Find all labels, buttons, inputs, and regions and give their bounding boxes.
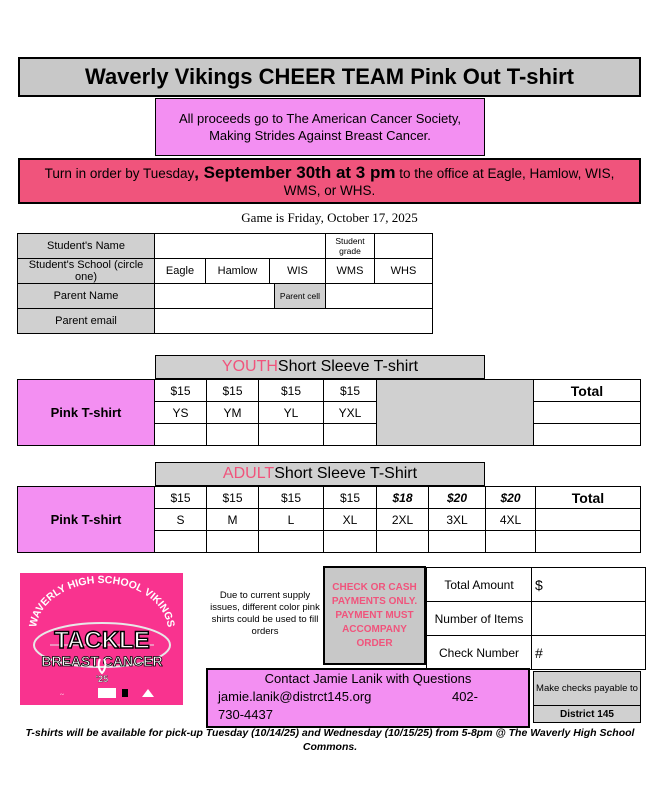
- payable-to-table: [533, 671, 641, 723]
- supply-note: Due to current supply issues, different color pink shirts could be used to fill orders: [210, 590, 320, 637]
- parent-name-label: Parent Name: [18, 284, 155, 309]
- contact-phone-part1: 402-: [451, 689, 478, 704]
- adult-price-2xl: $18: [377, 487, 429, 509]
- student-grade-field[interactable]: [375, 234, 433, 259]
- logo-arc-text: WAVERLY HIGH SCHOOL VIKINGS: [27, 573, 177, 629]
- adult-qty-3xl[interactable]: [429, 531, 486, 553]
- school-label: Student's School (circle one): [18, 259, 155, 284]
- turnin-deadline-box: [18, 158, 641, 204]
- tackle-breast-cancer-logo: [20, 573, 183, 705]
- youth-qty-ys[interactable]: [155, 424, 207, 446]
- vikings-logo-icon: [142, 689, 154, 697]
- number-items-field[interactable]: [532, 602, 646, 636]
- adult-price-l: $15: [259, 487, 324, 509]
- contact-title: Contact Jamie Lanik with Questions: [264, 671, 472, 686]
- contact-email[interactable]: jamie.lanik@distrct145.org: [218, 689, 372, 704]
- game-date: Game is Friday, October 17, 2025: [241, 210, 418, 225]
- logo-breast-cancer-text: BREAST CANCER: [41, 653, 163, 669]
- youth-size-yl: YL: [259, 402, 324, 424]
- adult-qty-s[interactable]: [155, 531, 207, 553]
- student-name-field[interactable]: [155, 234, 326, 259]
- school-option-wms[interactable]: WMS: [326, 259, 375, 284]
- student-name-label: Student's Name: [18, 234, 155, 259]
- contact-box: [206, 668, 530, 728]
- turnin-date: , September 30th at 3 pm: [194, 162, 396, 182]
- proceeds-line-1: All proceeds go to The American Cancer Society,: [178, 111, 462, 126]
- turnin-line-1: [20, 164, 639, 182]
- adult-size-3xl: 3XL: [429, 509, 486, 531]
- payable-to-label: Make checks payable to: [534, 672, 641, 706]
- youth-total-field[interactable]: [534, 402, 641, 424]
- school-option-eagle[interactable]: Eagle: [155, 259, 206, 284]
- youth-header-pink: YOUTH: [221, 358, 278, 375]
- youth-price-ym: $15: [207, 380, 259, 402]
- school-option-whs[interactable]: WHS: [375, 259, 433, 284]
- youth-qty-yl[interactable]: [259, 424, 324, 446]
- adult-size-m: M: [207, 509, 259, 531]
- number-items-label: Number of Items: [427, 602, 532, 636]
- adult-size-xl: XL: [324, 509, 377, 531]
- parent-email-field[interactable]: [155, 309, 433, 334]
- adult-qty-l[interactable]: [259, 531, 324, 553]
- proceeds-line-2: Making Strides Against Breast Cancer.: [209, 128, 431, 143]
- adult-size-4xl: 4XL: [486, 509, 536, 531]
- school-option-hamlow[interactable]: Hamlow: [206, 259, 270, 284]
- youth-order-table: [17, 379, 641, 446]
- logo-year-text: '25: [95, 674, 109, 684]
- turnin-pre: Turn in order by Tuesday: [44, 165, 195, 181]
- youth-price-yl: $15: [259, 380, 324, 402]
- adult-qty-2xl[interactable]: [377, 531, 429, 553]
- payment-table: [426, 567, 646, 670]
- adult-total-label: Total: [536, 487, 641, 509]
- total-amount-label: Total Amount: [427, 568, 532, 602]
- turnin-post: to the office at Eagle, Hamlow, WIS,: [395, 165, 615, 181]
- adult-price-3xl: $20: [429, 487, 486, 509]
- ribbon-sponsor-icon: [122, 689, 128, 697]
- student-info-table: [17, 233, 433, 334]
- district-145-label: District 145: [534, 706, 641, 723]
- turnin-line-2: WMS, or WHS.: [283, 182, 376, 198]
- page-title: Waverly Vikings CHEER TEAM Pink Out T-shirt: [18, 57, 641, 97]
- adult-price-s: $15: [155, 487, 207, 509]
- youth-size-ym: YM: [207, 402, 259, 424]
- parent-cell-label: Parent cell: [275, 284, 326, 309]
- adult-price-m: $15: [207, 487, 259, 509]
- adult-qty-m[interactable]: [207, 531, 259, 553]
- youth-price-ys: $15: [155, 380, 207, 402]
- parent-email-label: Parent email: [18, 309, 155, 334]
- youth-qty-ym[interactable]: [207, 424, 259, 446]
- check-number-label: Check Number: [427, 636, 532, 670]
- youth-price-yxl: $15: [324, 380, 377, 402]
- sponsor-logo-icon: [98, 688, 116, 698]
- student-grade-label: Student grade: [326, 234, 375, 259]
- contact-phone-part2: 730-4437: [218, 707, 273, 722]
- youth-header: [155, 355, 485, 379]
- adult-qty-xl[interactable]: [324, 531, 377, 553]
- proceeds-box: [155, 98, 485, 156]
- adult-header-pink: ADULT: [222, 465, 275, 482]
- adult-size-2xl: 2XL: [377, 509, 429, 531]
- contact-line: [208, 688, 528, 706]
- adult-pink-tshirt-label: Pink T-shirt: [18, 487, 155, 553]
- payment-note: CHECK OR CASH PAYMENTS ONLY. PAYMENT MUST ACCOMPANY ORDER: [323, 566, 426, 665]
- youth-size-ys: YS: [155, 402, 207, 424]
- adult-total-field[interactable]: [536, 509, 641, 531]
- youth-qty-yxl[interactable]: [324, 424, 377, 446]
- school-option-wis[interactable]: WIS: [270, 259, 326, 284]
- youth-pink-tshirt-label: Pink T-shirt: [18, 380, 155, 446]
- total-amount-field[interactable]: $: [532, 568, 646, 602]
- logo-sponsor-script: ~: [60, 691, 64, 699]
- youth-size-yxl: YXL: [324, 402, 377, 424]
- adult-order-table: [17, 486, 641, 553]
- parent-cell-field[interactable]: [326, 284, 433, 309]
- adult-total-field-2[interactable]: [536, 531, 641, 553]
- adult-header: [155, 462, 485, 486]
- tackle-logo-art: [20, 573, 183, 705]
- youth-blank-area: [377, 380, 534, 446]
- adult-size-l: L: [259, 509, 324, 531]
- adult-header-rest: Short Sleeve T-Shirt: [274, 465, 418, 482]
- youth-total-label: Total: [534, 380, 641, 402]
- svg-text:WAVERLY HIGH SCHOOL VIKINGS: [27, 574, 177, 628]
- youth-header-rest: Short Sleeve T-shirt: [277, 358, 419, 375]
- parent-name-field[interactable]: [155, 284, 275, 309]
- adult-qty-4xl[interactable]: [486, 531, 536, 553]
- adult-price-4xl: $20: [486, 487, 536, 509]
- logo-tackle-text: TACKLE: [54, 627, 150, 654]
- adult-price-xl: $15: [324, 487, 377, 509]
- check-number-field[interactable]: #: [532, 636, 646, 670]
- pickup-note: T-shirts will be available for pick-up Tuesday (10/14/25) and Wednesday (10/15/25) from 5-8pm @ The Waverly High School Commons.: [25, 727, 635, 753]
- youth-total-field-2[interactable]: [534, 424, 641, 446]
- adult-size-s: S: [155, 509, 207, 531]
